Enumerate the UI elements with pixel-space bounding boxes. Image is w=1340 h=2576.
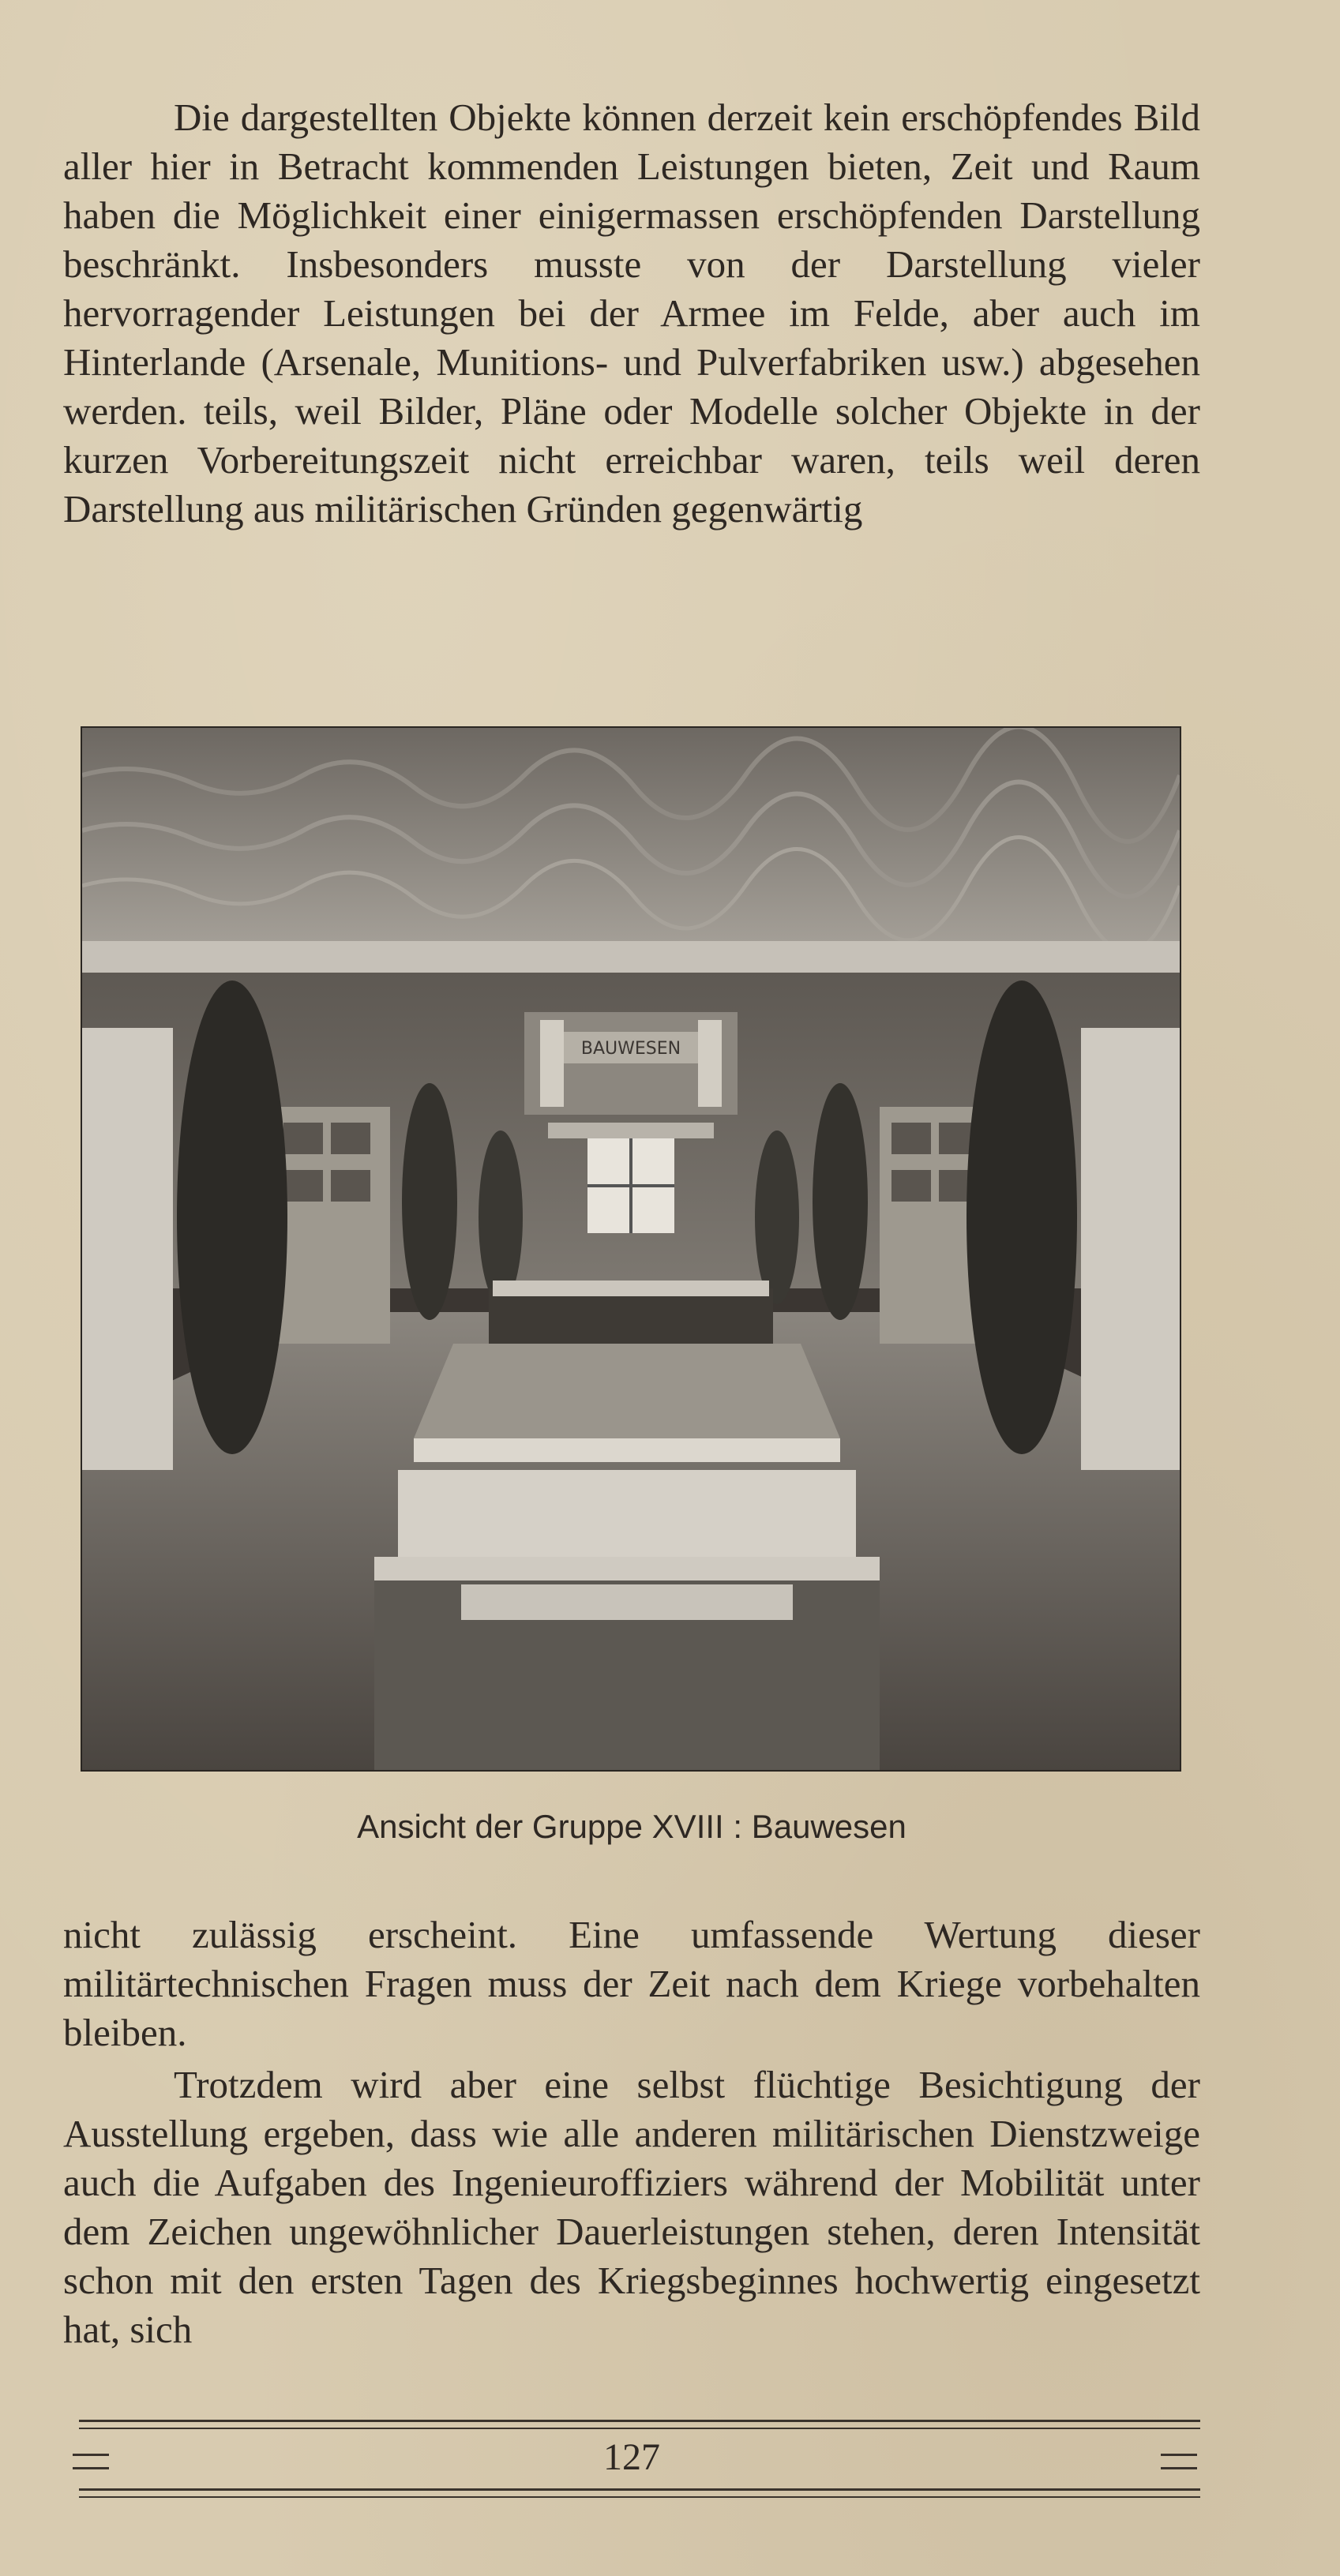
exhibition-photo [81,726,1181,1772]
paragraph-3 [63,2060,1200,2354]
footer-rule-top [79,2420,1200,2422]
paragraph-1-text: Die dargestellten Objekte können derzeit kein erschöpfendes Bild aller hier in Betracht kommenden Leistungen bieten, Zeit und Raum haben die Möglichkeit einer einigermassen erschöpfenden Darstellung beschränkt. Insbesonders musste von der Darstellung vieler hervorragender Leistungen bei der Armee im Felde, aber auch im Hinterlande (Arsenale, Munitions- und Pulverfabriken usw.) abgesehen werden. teils, weil Bilder, Pläne oder Modelle solcher Objekte in der kurzen Vorbereitungszeit nicht erreichbar waren, teils weil deren Darstellung aus militärischen Gründen gegenwärtig [63,96,1200,531]
paragraph-3-text: Trotzdem wird aber eine selbst flüchtige Besichtigung der Ausstellung ergeben, dass wie alle anderen militärischen Dienstzweige auch die Aufgaben des Ingenieuroffiziers während der Mobilität unter dem Zeichen ungewöhnlicher Dauerleistungen stehen, deren Intensität schon mit den ersten Tagen des Kriegsbeginnes hochwertig eingesetzt hat, sich [63,2063,1200,2351]
paragraph-2 [63,1910,1200,2057]
paragraph-1 [63,93,1200,534]
page-number: 127 [603,2436,660,2478]
footer-dash-right [1161,2454,1197,2469]
figure-caption: Ansicht der Gruppe XVIII : Bauwesen [357,1808,906,1845]
footer-rule-top-thin [79,2428,1200,2429]
footer-rule-bottom [79,2488,1200,2491]
emblem-text: BAUWESEN [580,1039,681,1059]
paragraph-2-text: nicht zulässig erscheint. Eine umfassende Wertung dieser militärtechnischen Fragen muss der Zeit nach dem Kriege vorbehalten bleiben. [63,1913,1200,2054]
footer-rule-bottom-thin [79,2496,1200,2498]
